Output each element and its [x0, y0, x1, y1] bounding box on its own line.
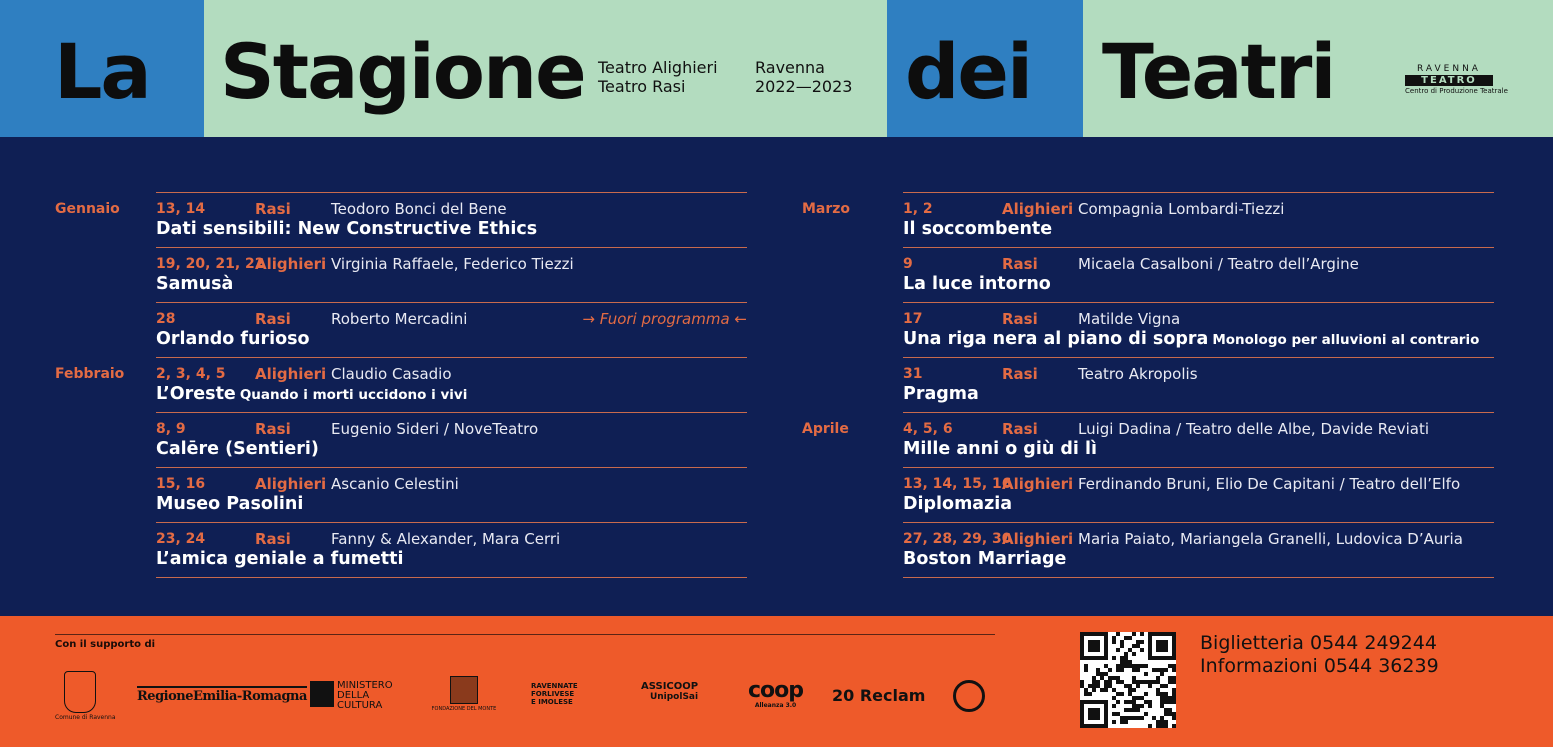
sponsor-comune-ravenna [55, 671, 116, 721]
qr-module [1144, 692, 1148, 696]
qr-module [1136, 668, 1140, 672]
schedule-row [802, 357, 1494, 412]
qr-module [1144, 672, 1148, 676]
event-venue: Rasi [1002, 310, 1038, 328]
event-dates: 9 [903, 256, 913, 272]
schedule-row [55, 412, 747, 467]
event-title-text: Il soccombente [903, 219, 1053, 239]
mic-line-1: MINISTERO [337, 680, 393, 691]
event-artist: Eugenio Sideri / NoveTeatro [331, 420, 539, 438]
qr-module [1172, 680, 1176, 684]
event-title [903, 494, 1012, 514]
contact-info [1200, 632, 1439, 678]
event-artist: Teatro Akropolis [1078, 365, 1198, 383]
qr-module [1164, 648, 1168, 652]
venue-alighieri: Teatro Alighieri [598, 58, 718, 77]
qr-module [1140, 632, 1144, 636]
qr-code[interactable] [1080, 632, 1176, 728]
header-city-season [755, 58, 852, 96]
row-divider [156, 522, 747, 523]
event-venue: Rasi [1002, 255, 1038, 273]
event-title-text: L’amica geniale a fumetti [156, 549, 404, 569]
event-title [156, 384, 467, 404]
assicoop-label: ASSICOOP [641, 681, 699, 692]
fondazione-logo-icon [450, 676, 478, 704]
event-title-text: Calēre (Sentieri) [156, 439, 319, 459]
footer-divider [55, 634, 995, 635]
event-venue: Alighieri [1002, 200, 1074, 218]
event-artist: Fanny & Alexander, Mara Cerri [331, 530, 561, 548]
event-artist: Roberto Mercadini [331, 310, 468, 328]
qr-module [1116, 632, 1120, 636]
event-title [156, 329, 310, 349]
month-label: Gennaio [55, 201, 120, 217]
schedule-row [55, 192, 747, 247]
qr-module [1112, 720, 1116, 724]
qr-module [1140, 716, 1144, 720]
event-title-text: Diplomazia [903, 494, 1013, 514]
event-artist: Ascanio Celestini [331, 475, 459, 493]
qr-module [1120, 668, 1124, 672]
row-divider [903, 522, 1494, 523]
month-label: Marzo [802, 201, 851, 217]
event-artist: Teodoro Bonci del Bene [331, 200, 507, 218]
title-word-stagione: Stagione [220, 27, 585, 116]
row-divider [903, 247, 1494, 248]
qr-module [1144, 664, 1148, 668]
event-title-text: Museo Pasolini [156, 494, 304, 514]
unipol-label: UnipolSai [649, 692, 699, 702]
event-title [156, 219, 537, 239]
qr-module [1132, 652, 1136, 656]
event-title [903, 439, 1097, 459]
venue-rasi: Teatro Rasi [598, 77, 686, 96]
sponsor-circle-logo-icon [953, 680, 985, 712]
sponsor-assicoop [641, 681, 698, 703]
event-title [156, 274, 233, 294]
city-name: Ravenna [755, 58, 825, 77]
qr-module [1140, 640, 1144, 644]
schedule-row [802, 302, 1494, 357]
event-title [903, 549, 1066, 569]
schedule-row [55, 357, 747, 412]
event-artist: Micaela Casalboni / Teatro dell’Argine [1078, 255, 1359, 273]
event-dates: 1, 2 [903, 201, 933, 217]
schedule-row [802, 467, 1494, 522]
event-title [156, 439, 319, 459]
qr-module [1124, 720, 1128, 724]
schedule-row [55, 247, 747, 302]
info-phone[interactable]: Informazioni 0544 36239 [1200, 655, 1439, 677]
row-divider [156, 357, 747, 358]
event-title-text: Pragma [903, 384, 979, 404]
event-dates: 2, 3, 4, 5 [156, 366, 226, 382]
qr-module [1108, 668, 1112, 672]
header-banner [0, 0, 1553, 137]
schedule-column-left [55, 192, 747, 577]
qr-module [1160, 672, 1164, 676]
event-artist: Maria Paiato, Mariangela Granelli, Ludovica D’Auria [1078, 530, 1463, 548]
row-divider [156, 412, 747, 413]
qr-module [1116, 700, 1120, 704]
month-label: Aprile [802, 421, 849, 437]
qr-module [1116, 648, 1120, 652]
mic-logo-icon [310, 681, 334, 707]
schedule-row [802, 522, 1494, 577]
row-divider [903, 302, 1494, 303]
title-word-la: La [54, 27, 150, 116]
event-venue: Alighieri [255, 255, 327, 273]
qr-module [1172, 724, 1176, 728]
event-title [156, 494, 303, 514]
schedule-row [802, 247, 1494, 302]
row-divider [903, 412, 1494, 413]
bcc-line-2: FORLIVESE [531, 690, 575, 698]
qr-module [1104, 688, 1108, 692]
box-office-phone[interactable]: Biglietteria 0544 249244 [1200, 632, 1437, 654]
logo-mid-text: TEATRO [1405, 75, 1493, 86]
schedule-row [802, 412, 1494, 467]
event-artist: Ferdinando Bruni, Elio De Capitani / Teatro dell’Elfo [1078, 475, 1461, 493]
sponsor-coop [748, 680, 803, 710]
qr-module [1104, 724, 1108, 728]
sponsor-bcc [531, 682, 578, 706]
schedule-row [55, 302, 747, 357]
qr-module [1128, 636, 1132, 640]
row-divider [903, 357, 1494, 358]
event-dates: 27, 28, 29, 30 [903, 531, 1012, 547]
event-venue: Alighieri [1002, 475, 1074, 493]
qr-module [1096, 716, 1100, 720]
crest-icon [64, 671, 96, 713]
event-venue: Alighieri [255, 475, 327, 493]
sponsor-reclam: 20 Reclam [832, 686, 926, 705]
mic-line-3: CULTURA [337, 700, 383, 711]
qr-module [1164, 724, 1168, 728]
event-dates: 13, 14 [156, 201, 206, 217]
note-text: Fuori programma [599, 310, 730, 328]
event-title-text: La luce intorno [903, 274, 1051, 294]
event-subtitle: Quando i morti uccidono i vivi [239, 387, 468, 403]
qr-module [1132, 632, 1136, 636]
event-title [903, 329, 1479, 349]
mic-text [337, 681, 393, 711]
qr-module [1096, 648, 1100, 652]
logo-bottom-text: Centro di Produzione Teatrale [1405, 87, 1508, 95]
coop-sub-label: Alleanza 3.0 [754, 702, 797, 709]
row-divider [156, 247, 747, 248]
sponsor-fondazione-monte [428, 676, 500, 712]
qr-module [1148, 704, 1152, 708]
footer [0, 616, 1553, 747]
event-dates: 19, 20, 21, 22 [156, 256, 265, 272]
event-title [903, 274, 1051, 294]
event-title-text: Orlando furioso [156, 329, 310, 349]
event-note [582, 310, 747, 328]
sponsor-comune-label: Comune di Ravenna [55, 714, 116, 721]
event-dates: 31 [903, 366, 923, 382]
qr-module [1172, 700, 1176, 704]
qr-module [1088, 692, 1092, 696]
bcc-line-3: E IMOLESE [531, 698, 573, 706]
qr-module [1120, 692, 1124, 696]
row-divider [156, 302, 747, 303]
row-divider [156, 577, 747, 578]
event-title [903, 219, 1052, 239]
event-title [903, 384, 979, 404]
schedule-row [55, 522, 747, 577]
qr-module [1140, 704, 1144, 708]
event-dates: 17 [903, 311, 923, 327]
qr-module [1104, 656, 1108, 660]
event-title [156, 549, 404, 569]
header-venues [598, 58, 718, 96]
schedule-row [55, 467, 747, 522]
month-label: Febbraio [55, 366, 125, 382]
qr-module [1172, 716, 1176, 720]
qr-module [1148, 724, 1152, 728]
event-title-text: Dati sensibili: New Constructive Ethics [156, 219, 538, 239]
event-title-text: Samusà [156, 274, 234, 294]
qr-module [1140, 648, 1144, 652]
event-venue: Rasi [255, 200, 291, 218]
event-subtitle: Monologo per alluvioni al contrario [1212, 332, 1480, 348]
qr-module [1172, 656, 1176, 660]
event-artist: Claudio Casadio [331, 365, 452, 383]
event-dates: 13, 14, 15, 16 [903, 476, 1012, 492]
arrow-left-icon: ← [729, 310, 747, 328]
event-artist: Luigi Dadina / Teatro delle Albe, Davide Reviati [1078, 420, 1430, 438]
qr-module [1148, 684, 1152, 688]
support-label: Con il supporto di [55, 639, 156, 650]
fondazione-label: FONDAZIONE DEL MONTE [431, 706, 497, 712]
sponsor-ministero-cultura [310, 681, 393, 711]
qr-module [1112, 704, 1116, 708]
coop-label: coop [748, 678, 804, 703]
qr-module [1164, 684, 1168, 688]
qr-module [1172, 668, 1176, 672]
qr-module [1164, 668, 1168, 672]
row-divider [903, 467, 1494, 468]
event-artist: Virginia Raffaele, Federico Tiezzi [331, 255, 574, 273]
event-title-text: Boston Marriage [903, 549, 1067, 569]
schedule-row [802, 192, 1494, 247]
qr-module [1120, 644, 1124, 648]
event-dates: 28 [156, 311, 176, 327]
event-dates: 8, 9 [156, 421, 186, 437]
event-venue: Rasi [1002, 365, 1038, 383]
event-title-text: L’Oreste [156, 384, 236, 404]
event-venue: Alighieri [1002, 530, 1074, 548]
event-venue: Rasi [255, 420, 291, 438]
qr-module [1136, 708, 1140, 712]
ravenna-teatro-logo [1405, 64, 1508, 96]
qr-module [1144, 712, 1148, 716]
event-title-text: Una riga nera al piano di sopra [903, 329, 1209, 349]
event-dates: 23, 24 [156, 531, 206, 547]
row-divider [156, 467, 747, 468]
qr-module [1132, 688, 1136, 692]
mic-line-2: DELLA [337, 690, 370, 701]
title-word-dei: dei [905, 27, 1031, 116]
qr-module [1084, 668, 1088, 672]
qr-module [1092, 688, 1096, 692]
event-venue: Rasi [255, 310, 291, 328]
qr-module [1112, 656, 1116, 660]
qr-module [1136, 684, 1140, 688]
event-dates: 15, 16 [156, 476, 206, 492]
row-divider [903, 192, 1494, 193]
bcc-line-1: RAVENNATE [531, 682, 578, 690]
arrow-right-icon: → [582, 310, 600, 328]
event-dates: 4, 5, 6 [903, 421, 953, 437]
event-title-text: Mille anni o giù di lì [903, 439, 1097, 459]
event-venue: Rasi [1002, 420, 1038, 438]
qr-module [1112, 640, 1116, 644]
row-divider [156, 192, 747, 193]
season-years: 2022—2023 [755, 77, 853, 96]
logo-top-text: RAVENNA [1417, 64, 1481, 74]
event-venue: Rasi [255, 530, 291, 548]
event-artist: Matilde Vigna [1078, 310, 1181, 328]
title-word-teatri: Teatri [1102, 27, 1335, 116]
event-venue: Alighieri [255, 365, 327, 383]
event-artist: Compagnia Lombardi-Tiezzi [1078, 200, 1285, 218]
row-divider [903, 577, 1494, 578]
schedule-column-right [802, 192, 1494, 577]
sponsor-regione: RegioneEmilia-Romagna [137, 686, 307, 704]
